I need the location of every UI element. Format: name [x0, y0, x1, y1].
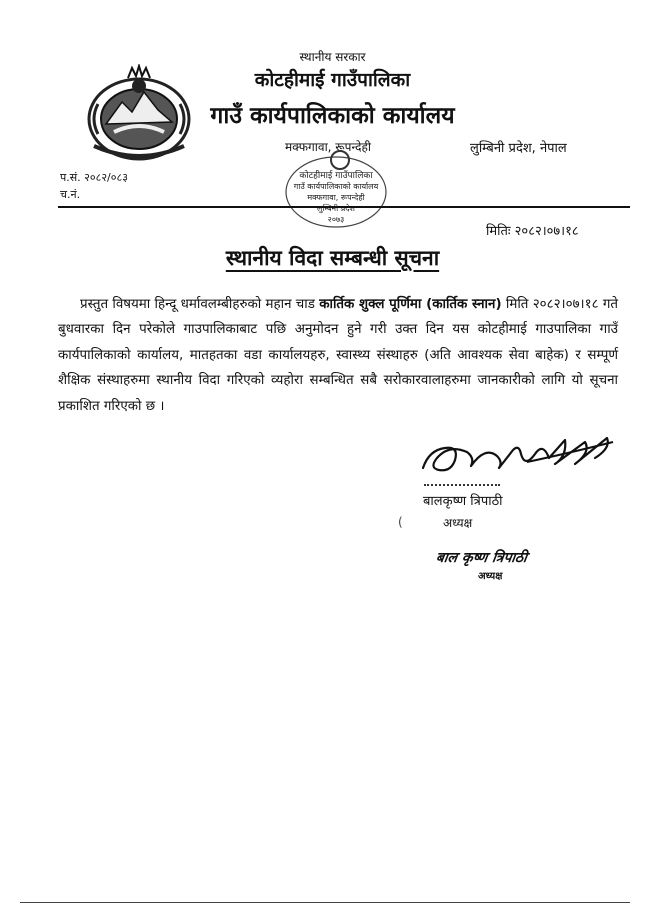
stamp-line-1: कोटहीमाई गाउँपालिका	[299, 171, 373, 181]
office-address: मक्फगावा, रूपन्देही	[285, 140, 372, 154]
office-name: गाउँ कार्यपालिकाको कार्यालय	[210, 103, 455, 129]
government-label: स्थानीय सरकार	[299, 50, 366, 64]
dispatch-number: च.नं.	[60, 188, 81, 201]
footer-divider	[20, 902, 630, 903]
signer-name: बालकृष्ण त्रिपाठी	[423, 494, 503, 509]
notice-title	[0, 244, 665, 272]
notice-date: मितिः २०८२।०७।१८	[486, 224, 579, 239]
body-highlight: कार्तिक शुक्ल पूर्णिमा (कार्तिक स्नान)	[319, 297, 502, 312]
body-text-part-2: मिति २०८२।०७।१८ गते बुधवारका दिन परेकोले गाउपालिकाबाट पछि अनुमोदन हुने गरी उक्त दिन यस कोटहीमाई गाउपालिका गाउँ कार्यपालिकाको कार्यालय, मातहतका वडा कार्यालयहरु, स्वास्थ्य संस्थाहरु (अति आवश्यक सेवा बाहेक) र सम्पूर्ण शैक्षिक संस्थाहरुमा स्थानीय विदा गरिएको व्यहोरा सम्बन्धित सबै सरोकारवालाहरुमा जानकारीको लागि यो सूचना प्रकाशित गरिएको छ ।	[58, 297, 619, 414]
office-stamp	[280, 150, 392, 230]
stamp-line-3: मक्फगावा, रूपन्देही	[307, 193, 365, 202]
handwritten-signature	[415, 428, 620, 483]
reference-number: प.सं. २०८२/०८३	[60, 171, 128, 184]
title-seal: अध्यक्ष	[478, 571, 503, 582]
province-label: लुम्बिनी प्रदेश, नेपाल	[470, 141, 567, 156]
margin-mark: (	[398, 515, 403, 529]
notice-body	[58, 292, 618, 419]
stamp-line-4: लुम्बिनी प्रदेश	[317, 204, 355, 213]
stamp-line-5: २०७३	[327, 215, 345, 224]
body-text-part-1: प्रस्तुत विषयमा हिन्दू धर्मावलम्बीहरुको महान चाड	[80, 297, 320, 312]
stamp-line-2: गाउँ कार्यपालिकाको कार्यालय	[293, 182, 379, 191]
signature-line	[424, 484, 500, 486]
header-divider	[58, 206, 630, 208]
signer-title: अध्यक्ष	[443, 516, 473, 530]
municipality-name: कोटहीमाई गाउँपालिका	[254, 69, 411, 91]
name-seal: बाल कृष्ण त्रिपाठी	[434, 550, 528, 566]
notice-title-text: स्थानीय विदा सम्बन्धी सूचना	[225, 246, 440, 270]
